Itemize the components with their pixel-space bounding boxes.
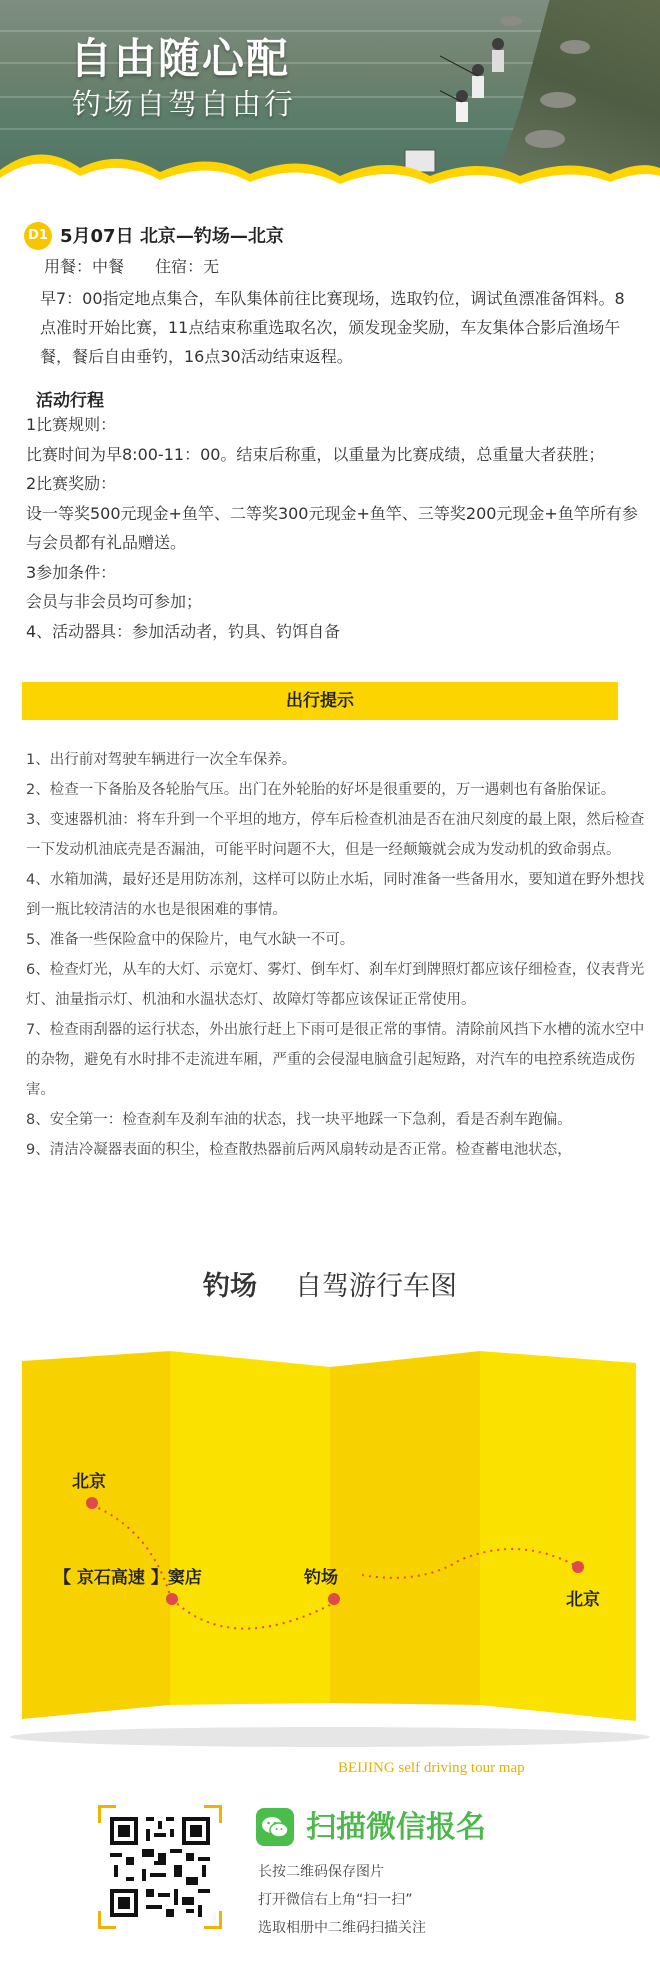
tips-list xyxy=(26,745,650,1165)
tip-item: 4、水箱加满，最好还是用防冻剂，这样可以防止水垢，同时准备一些备用水，要知道在野外想找到一瓶比较清洁的水也是很困难的事情。 xyxy=(26,872,645,918)
signup-title: 扫描微信报名 xyxy=(306,1810,486,1845)
meal-info xyxy=(44,254,245,277)
signup-step: 打开微信右上角“扫一扫” xyxy=(258,1892,413,1908)
tip-item: 5、准备一些保险盒中的保险片，电气水缺一不可。 xyxy=(26,932,355,948)
destination-marker xyxy=(328,1593,340,1605)
activity-rules xyxy=(26,410,646,646)
map-title-bold: 钓场 xyxy=(203,1271,257,1302)
end-marker xyxy=(572,1561,584,1573)
city-destination: 钓场 xyxy=(304,1568,338,1588)
waypoint-marker xyxy=(166,1593,178,1605)
tip-item: 1、出行前对驾驶车辆进行一次全车保养。 xyxy=(26,752,297,768)
signup-step: 长按二维码保存图片 xyxy=(258,1864,384,1880)
rule-line: 2比赛奖励： xyxy=(26,474,117,493)
route-map xyxy=(0,1345,660,1755)
wechat-icon xyxy=(256,1808,294,1846)
city-start: 北京 xyxy=(72,1472,106,1492)
rule-line: 会员与非会员均可参加； xyxy=(26,592,203,611)
tip-item: 2、检查一下备胎及各轮胎气压。出门在外轮胎的好坏是很重要的，万一遇刺也有备胎保证。 xyxy=(26,782,616,798)
activity-title: 活动行程 xyxy=(36,391,104,411)
qr-code[interactable] xyxy=(98,1805,222,1929)
day-description: 早7：00指定地点集合，车队集体前往比赛现场，选取钓位，调试鱼漂准备饵料。8点准时开始比赛，11点结束称重选取名次，颁发现金奖励，车友集体合影后渔场午餐，餐后自由垂钓，16点30活动结束返程。 xyxy=(40,289,625,366)
rule-line: 设一等奖500元现金+鱼竿、二等奖300元现金+鱼竿、三等奖200元现金+鱼竿所有参与会员都有礼品赠送。 xyxy=(26,503,638,552)
tip-item: 7、检查雨刮器的运行状态，外出旅行赶上下雨可是很正常的事情。清除前风挡下水槽的流水空中的杂物，避免有水时排不走流进车厢，严重的会侵湿电脑盒引起短路，对汽车的电控系统造成伤害。 xyxy=(26,1022,645,1098)
hero-banner xyxy=(0,0,660,196)
tip-item: 9、清洁冷凝器表面的积尘，检查散热器前后两风扇转动是否正常。检查蓄电池状态， xyxy=(26,1142,572,1158)
city-end: 北京 xyxy=(566,1590,600,1610)
map-title-rest: 自驾游行车图 xyxy=(295,1271,457,1302)
map-title xyxy=(0,1264,660,1303)
rule-line: 4、活动器具：参加活动者，钓具、钓饵自备 xyxy=(26,621,341,641)
rule-line: 1比赛规则： xyxy=(26,415,117,434)
qr-pattern xyxy=(106,1813,214,1921)
day-title: 5月07日 北京—钓场—北京 xyxy=(60,226,284,247)
tip-item: 3、变速器机油：将车升到一个平坦的地方，停车后检查机油是否在油尺刻度的最上限，然后检查一下发动机油底壳是否漏油，可能平时问题不大，但是一经颠簸就会成为发动机的致命弱点。 xyxy=(26,812,645,858)
folded-map-illustration xyxy=(0,1345,660,1755)
city-waypoint: 【 京石高速 】窦店 xyxy=(54,1568,202,1588)
meal-label: 用餐：中餐 xyxy=(44,257,125,276)
tips-banner: 出行提示 xyxy=(22,682,618,720)
tip-item: 8、安全第一：检查刹车及刹车油的状态，找一块平地踩一下急刹，看是否刹车跑偏。 xyxy=(26,1112,572,1128)
map-caption: BEIJING self driving tour map xyxy=(338,1760,525,1776)
hero-title: 自由随心配 xyxy=(70,34,291,83)
signup-steps xyxy=(258,1858,426,1942)
rule-line: 比赛时间为早8:00-11：00。结束后称重，以重量为比赛成绩，总重量大者获胜； xyxy=(26,444,605,464)
day-badge: D1 xyxy=(24,222,52,250)
signup-step: 选取相册中二维码扫描关注 xyxy=(258,1920,426,1936)
rule-line: 3参加条件： xyxy=(26,562,117,582)
start-marker xyxy=(86,1497,98,1509)
tip-item: 6、检查灯光，从车的大灯、示宽灯、雾灯、倒车灯、刹车灯到牌照灯都应该仔细检查，仪表背光灯、油量指示灯、机油和水温状态灯、故障灯等都应该保证正常使用。 xyxy=(26,962,645,1008)
hero-subtitle: 钓场自驾自由行 xyxy=(72,87,297,121)
stay-label: 住宿：无 xyxy=(155,257,220,276)
